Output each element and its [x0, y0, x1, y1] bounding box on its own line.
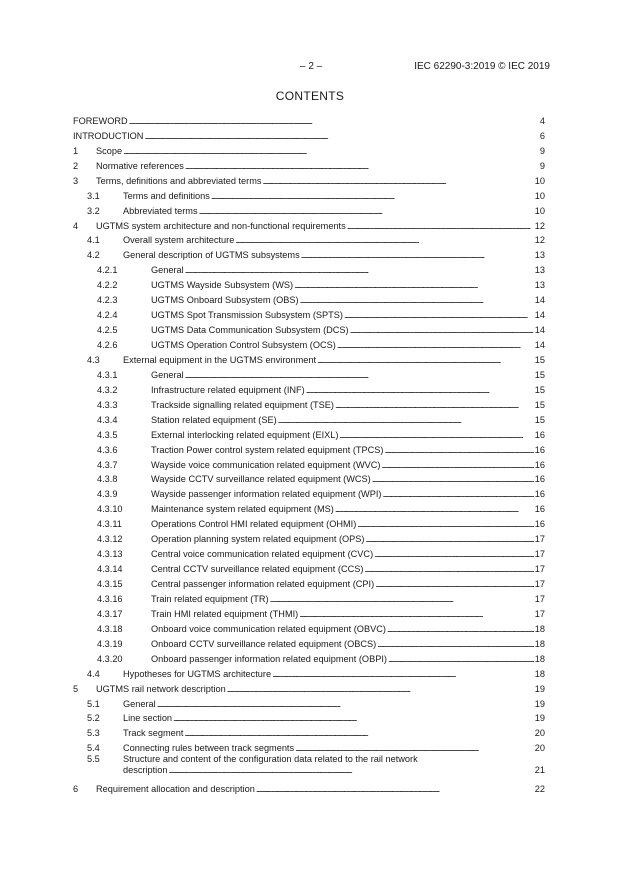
toc-entry-number: 4.2.2 — [97, 280, 118, 291]
toc-entry-title: UGTMS Operation Control Subsystem (OCS) — [151, 340, 336, 350]
toc-entry-page: 17 — [534, 579, 545, 589]
toc-entry-page: 13 — [534, 280, 545, 291]
toc-entry[interactable] — [73, 127, 545, 142]
toc-entry-page: 15 — [534, 399, 545, 410]
toc-entry-title: Overall system architecture — [123, 235, 235, 246]
toc-entry-number: 5.5 — [87, 754, 100, 765]
toc-entry-title: Normative references — [96, 160, 184, 171]
toc-leader-dots — [235, 235, 533, 246]
toc-leader-dots — [278, 415, 534, 426]
toc-entry-page: 17 — [534, 608, 545, 619]
toc-leader-dots — [300, 295, 534, 306]
toc-entry[interactable] — [73, 366, 545, 381]
toc-entry-number: 4 — [73, 220, 79, 231]
toc-entry[interactable] — [73, 590, 545, 605]
toc-entry-number: 4.3.5 — [97, 429, 118, 440]
toc-entry-number: 5.2 — [87, 713, 100, 724]
toc-leader-dots — [173, 713, 534, 724]
toc-entry-number: 4.2.1 — [97, 265, 118, 276]
toc-entry[interactable] — [73, 724, 545, 739]
toc-entry-page: 16 — [534, 504, 545, 515]
toc-entry-title: Track segment — [123, 728, 184, 739]
toc-entry[interactable] — [73, 739, 545, 754]
toc-entry-number: 4.3.14 — [97, 564, 123, 575]
toc-entry-title: Terms and definitions — [123, 190, 210, 201]
toc-entry-page: 10 — [534, 175, 545, 186]
toc-entry-page: 15 — [534, 384, 545, 395]
toc-entry[interactable] — [73, 232, 545, 247]
toc-entry[interactable] — [73, 530, 545, 545]
toc-entry-number: 4.1 — [87, 235, 100, 246]
toc-entry-page: 16 — [534, 459, 545, 470]
toc-entry-page: 15 — [534, 369, 545, 380]
toc-entry-title: UGTMS Wayside Subsystem (WS) — [151, 280, 294, 291]
toc-leader-dots — [382, 489, 533, 500]
toc-entry-page: 19 — [534, 698, 545, 709]
toc-leader-dots — [306, 385, 534, 396]
toc-entry[interactable] — [73, 381, 545, 396]
toc-leader-dots — [294, 280, 534, 291]
toc-entry[interactable] — [73, 187, 545, 202]
toc-entry-title: External equipment in the UGTMS environment — [123, 354, 317, 365]
toc-leader-dots — [256, 784, 534, 795]
toc-entry-number: 4.3.4 — [97, 414, 118, 425]
toc-entry-page: 14 — [534, 295, 545, 306]
toc-entry-page: 16 — [534, 474, 545, 485]
toc-leader-dots — [374, 549, 534, 560]
toc-entry-title: Central passenger information related equipment (CPI) — [151, 579, 375, 589]
toc-entry-title: UGTMS Onboard Subsystem (OBS) — [151, 295, 299, 306]
toc-entry[interactable] — [73, 635, 545, 650]
toc-entry-title: Central voice communication related equipment (CVC) — [151, 549, 374, 560]
toc-entry-number: 5 — [73, 683, 79, 694]
toc-entry[interactable] — [73, 620, 545, 635]
toc-entry[interactable] — [73, 261, 545, 276]
toc-leader-dots — [364, 564, 533, 575]
toc-entry-title: Operation planning system related equipment (OPS) — [151, 534, 365, 545]
toc-leader-dots — [335, 504, 534, 515]
toc-entry-page: 14 — [534, 340, 545, 350]
toc-entry-title: General description of UGTMS subsystems — [123, 250, 300, 261]
toc-leader-dots — [335, 400, 534, 411]
toc-entry-number: 4.3.8 — [97, 474, 118, 485]
toc-entry[interactable] — [73, 695, 545, 710]
toc-leader-dots — [157, 699, 534, 710]
toc-leader-dots — [375, 579, 534, 590]
toc-entry-page: 10 — [534, 205, 545, 216]
toc-leader-dots — [123, 146, 539, 157]
toc-entry-number: 1 — [73, 145, 79, 156]
toc-entry-page: 10 — [534, 190, 545, 201]
toc-leader-dots — [184, 728, 533, 739]
toc-entry-page: 17 — [534, 549, 545, 560]
toc-entry-number: 4.2 — [87, 250, 100, 261]
toc-entry-number: 4.2.3 — [97, 295, 118, 306]
toc-leader-dots — [299, 609, 534, 620]
toc-entry-title: Scope — [96, 145, 123, 156]
toc-entry[interactable] — [73, 411, 545, 426]
toc-entry-number: 4.3.20 — [97, 653, 123, 664]
toc-entry[interactable] — [73, 321, 545, 336]
toc-entry-page: 18 — [534, 638, 545, 649]
toc-entry[interactable] — [73, 560, 545, 575]
toc-entry-title: Traction Power control system related equipment (TPCS) — [151, 444, 384, 455]
toc-leader-dots — [381, 460, 533, 471]
toc-entry[interactable] — [73, 276, 545, 291]
toc-entry[interactable] — [73, 157, 545, 172]
toc-entry-page: 12 — [534, 235, 545, 246]
toc-entry-page: 21 — [534, 765, 545, 776]
toc-entry-number: 4.2.6 — [97, 340, 118, 350]
toc-entry-page: 16 — [534, 519, 545, 530]
toc-entry-number: 4.2.4 — [97, 310, 118, 321]
toc-entry[interactable] — [73, 426, 545, 441]
toc-leader-dots — [185, 161, 539, 172]
toc-entry-page: 14 — [534, 310, 545, 321]
toc-leader-dots — [377, 639, 534, 650]
toc-entry-page: 9 — [539, 145, 545, 156]
toc-entry[interactable] — [73, 515, 545, 530]
toc-entry-title-cont: description — [123, 765, 168, 776]
toc-entry-title: Train HMI related equipment (THMI) — [151, 608, 299, 619]
toc-leader-dots — [350, 325, 534, 336]
toc-entry-page: 18 — [534, 668, 545, 679]
toc-leader-dots — [199, 206, 534, 217]
toc-entry-page: 16 — [534, 429, 545, 440]
toc-entry-number: 2 — [73, 160, 79, 171]
toc-entry-title: Onboard voice communication related equipment (OBVC) — [151, 623, 386, 634]
toc-entry-number: 4.3.12 — [97, 534, 123, 545]
toc-entry[interactable] — [73, 545, 545, 560]
toc-entry[interactable] — [73, 246, 545, 261]
toc-entry-title: Maintenance system related equipment (MS) — [151, 504, 334, 515]
toc-leader-dots — [387, 624, 534, 635]
toc-entry-title: Trackside signalling related equipment (TSE) — [151, 399, 334, 410]
toc-leader-dots — [337, 340, 534, 351]
toc-entry-title: UGTMS system architecture and non-functional requirements — [96, 220, 346, 231]
toc-leader-dots — [129, 116, 539, 127]
toc-entry-number: 4.3.16 — [97, 593, 123, 604]
toc-leader-dots — [301, 250, 534, 261]
toc-leader-dots — [227, 684, 534, 695]
toc-entry-number: 4.3.1 — [97, 369, 118, 380]
toc-entry-title: FOREWORD — [73, 115, 128, 126]
toc-entry-title: Line section — [123, 713, 173, 724]
toc-entry-title: Connecting rules between track segments — [123, 743, 295, 754]
toc-entry-number: 4.3 — [87, 354, 100, 365]
toc-leader-dots — [339, 430, 533, 441]
toc-entry[interactable] — [73, 754, 545, 780]
toc-entry-number: 3.2 — [87, 205, 100, 216]
toc-entry[interactable] — [73, 336, 545, 351]
toc-entry-number: 4.3.2 — [97, 384, 118, 395]
toc-leader-dots — [385, 445, 534, 456]
toc-entry-number: 4.3.3 — [97, 399, 118, 410]
toc-entry[interactable] — [73, 780, 545, 795]
toc-entry-number: 4.3.13 — [97, 549, 123, 560]
toc-entry[interactable] — [73, 665, 545, 680]
toc-entry[interactable] — [73, 351, 545, 366]
page-title: CONTENTS — [275, 89, 345, 103]
toc-entry-page: 4 — [539, 115, 545, 126]
toc-entry[interactable] — [73, 680, 545, 695]
toc-entry-title: Requirement allocation and description — [96, 784, 255, 795]
toc-leader-dots — [388, 654, 534, 665]
toc-entry[interactable] — [73, 291, 545, 306]
table-of-contents — [73, 112, 545, 795]
toc-entry-number: 5.1 — [87, 698, 100, 709]
toc-entry-number: 4.3.18 — [97, 623, 123, 634]
toc-entry-number: 4.2.5 — [97, 325, 118, 336]
toc-entry[interactable] — [73, 650, 545, 665]
toc-entry[interactable] — [73, 710, 545, 725]
toc-entry-number: 4.4 — [87, 668, 100, 679]
toc-entry-page: 22 — [534, 784, 545, 795]
toc-entry-page: 20 — [534, 728, 545, 739]
toc-entry[interactable] — [73, 485, 545, 500]
toc-entry[interactable] — [73, 142, 545, 157]
toc-entry-page: 9 — [539, 160, 545, 171]
toc-entry-page: 18 — [534, 623, 545, 634]
toc-leader-dots — [295, 743, 534, 754]
toc-entry-number: 6 — [73, 784, 79, 795]
toc-entry-title: Abbreviated terms — [123, 205, 198, 216]
toc-entry-title: Station related equipment (SE) — [151, 414, 277, 425]
toc-leader-dots — [270, 594, 534, 605]
toc-entry-title: General — [151, 265, 184, 276]
toc-leader-dots — [185, 265, 534, 276]
toc-leader-dots — [357, 519, 534, 530]
toc-entry[interactable] — [73, 306, 545, 321]
toc-leader-dots — [365, 534, 533, 545]
toc-leader-dots — [185, 370, 534, 381]
toc-entry-title: General — [123, 698, 156, 709]
toc-entry[interactable] — [73, 605, 545, 620]
toc-leader-dots — [262, 176, 533, 187]
toc-entry-page: 17 — [534, 564, 545, 575]
toc-leader-dots — [344, 310, 534, 321]
toc-entry-number: 3.1 — [87, 190, 100, 201]
toc-entry-page: 12 — [534, 220, 545, 231]
toc-entry-number: 4.3.6 — [97, 444, 118, 455]
document-id: IEC 62290-3:2019 © IEC 2019 — [414, 61, 550, 72]
toc-leader-dots — [272, 669, 534, 680]
toc-entry-number: 5.4 — [87, 743, 100, 754]
toc-entry-title: Onboard CCTV surveillance related equipment (OBCS) — [151, 638, 377, 649]
toc-entry-number: 3 — [73, 175, 79, 186]
toc-entry-page: 19 — [534, 713, 545, 724]
toc-entry[interactable] — [73, 217, 545, 232]
toc-entry[interactable] — [73, 441, 545, 456]
toc-entry-number: 4.3.19 — [97, 638, 123, 649]
toc-entry-number: 4.3.17 — [97, 608, 123, 619]
toc-entry-page: 20 — [534, 743, 545, 754]
toc-entry-title: External interlocking related equipment (EIXL) — [151, 429, 339, 440]
toc-leader-dots — [317, 355, 534, 366]
toc-entry-page: 19 — [534, 683, 545, 694]
toc-entry[interactable] — [73, 456, 545, 471]
toc-entry-number: 4.3.11 — [97, 519, 122, 530]
toc-entry[interactable] — [73, 396, 545, 411]
toc-entry-title: Operations Control HMI related equipment (OHMI) — [151, 519, 357, 530]
toc-leader-dots — [211, 191, 534, 202]
toc-entry-number: 4.3.15 — [97, 579, 123, 589]
toc-entry-title: Hypotheses for UGTMS architecture — [123, 668, 272, 679]
toc-entry-page: 16 — [534, 444, 545, 455]
toc-entry[interactable] — [73, 500, 545, 515]
toc-entry[interactable] — [73, 172, 545, 187]
toc-entry-title: UGTMS rail network description — [96, 683, 226, 694]
toc-entry-number: 5.3 — [87, 728, 100, 739]
toc-entry-title: UGTMS Data Communication Subsystem (DCS) — [151, 325, 349, 336]
toc-entry-title: INTRODUCTION — [73, 130, 144, 141]
toc-entry[interactable] — [73, 471, 545, 486]
toc-entry-page: 6 — [539, 130, 545, 141]
toc-entry-title: Wayside voice communication related equipment (WVC) — [151, 459, 381, 470]
toc-entry-page: 13 — [534, 250, 545, 261]
toc-entry-title: UGTMS Spot Transmission Subsystem (SPTS) — [151, 310, 343, 321]
toc-leader-dots — [372, 474, 534, 485]
toc-entry-page: 17 — [534, 593, 545, 604]
toc-entry-page: 14 — [534, 325, 545, 336]
page-number: – 2 – — [300, 61, 323, 72]
toc-entry-title: Onboard passenger information related equipment (OBPI) — [151, 653, 387, 664]
toc-entry-number: 4.3.10 — [97, 504, 123, 515]
toc-entry-title: Train related equipment (TR) — [151, 593, 269, 604]
toc-entry-title: Infrastructure related equipment (INF) — [151, 384, 305, 395]
toc-entry[interactable] — [73, 112, 545, 127]
toc-entry[interactable] — [73, 575, 545, 590]
toc-entry-title: General — [151, 369, 184, 380]
toc-entry-number: 4.3.7 — [97, 459, 118, 470]
toc-entry-page: 15 — [534, 414, 545, 425]
toc-entry-title: Terms, definitions and abbreviated terms — [96, 175, 262, 186]
toc-entry-number: 4.3.9 — [97, 489, 118, 500]
toc-entry-page: 17 — [534, 534, 545, 545]
toc-leader-dots — [144, 131, 538, 142]
toc-entry-title: Central CCTV surveillance related equipment (CCS) — [151, 564, 364, 575]
toc-entry-page: 13 — [534, 265, 545, 276]
toc-leader-dots — [347, 221, 534, 232]
toc-entry[interactable] — [73, 202, 545, 217]
toc-entry-title: Wayside passenger information related equipment (WPI) — [151, 489, 382, 500]
toc-entry-page: 16 — [534, 489, 545, 500]
toc-entry-page: 18 — [534, 653, 545, 664]
toc-entry-title: Structure and content of the configuration data related to the rail network — [123, 754, 418, 765]
toc-entry-page: 15 — [534, 354, 545, 365]
toc-entry-title: Wayside CCTV surveillance related equipment (WCS) — [151, 474, 371, 485]
toc-leader-dots — [168, 765, 533, 776]
